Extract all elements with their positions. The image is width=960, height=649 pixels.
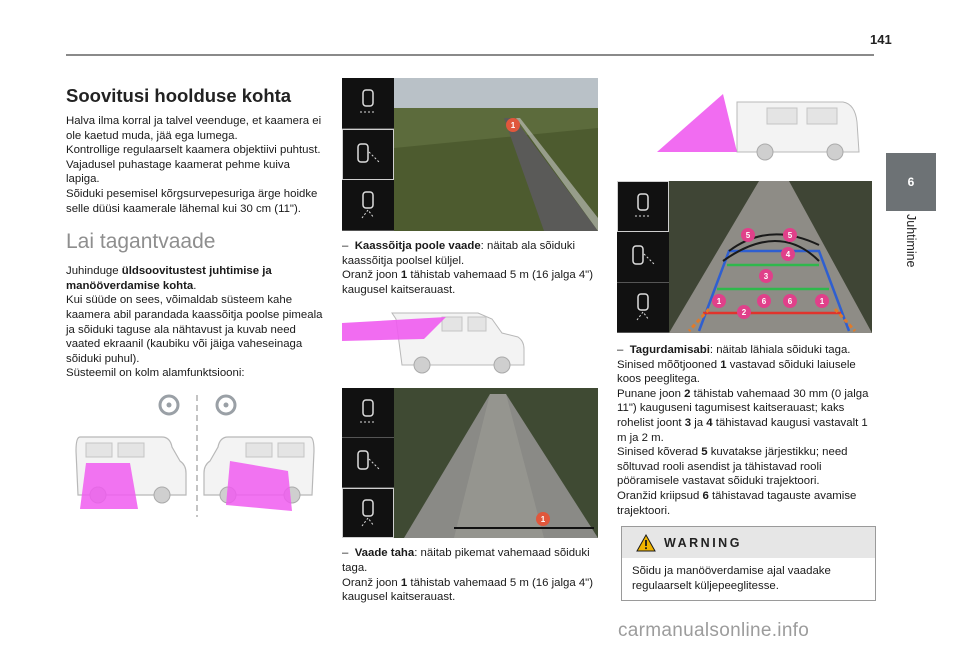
distance-marker-4: 4 — [781, 247, 795, 261]
maintenance-paragraph: Sõiduki pesemisel kõrgsurvepesuriga ärge hoidke selle düüsi kaamerale lähemal kui 30 cm (11"). — [66, 187, 318, 215]
passenger-view-caption: – Kaassõitja poole vaade: näitab ala sõiduki kaassõitja poolsel küljel. — [342, 240, 576, 267]
steering-wheel-icon — [217, 396, 235, 414]
door-marker-6: 6 — [757, 294, 771, 308]
van-side-coverage-illustration — [342, 309, 598, 375]
warning-title: WARNING — [664, 535, 742, 550]
rear-view-paragraph: Kui süüde on sees, võimaldab süsteem kahe kaamera abil parandada kaassõitja poolse pimeala ja sõiduki taguse ala nähtavust ja kuvab need vaated ekraanil (kaubiku või jäiga vaheseinaga sõiduki puhul). — [66, 294, 323, 365]
side-view-mode-icon — [342, 129, 394, 181]
trajectory-marker-5: 5 — [783, 228, 797, 242]
distance-marker-3: 3 — [759, 269, 773, 283]
bumper-marker-2: 2 — [737, 305, 751, 319]
reversing-camera-image — [617, 181, 872, 333]
rear-view-mode-icon — [617, 283, 669, 333]
reversing-view-paragraph: Punane joon 2 tähistab vahemaad 30 mm (0 jalga 11") kauguseni tagumisest kaitserauast; kaks rohelist joont 3 ja 4 tähistavad kaugusi vastavalt 1 m ja 2 m. — [617, 387, 869, 444]
rear-view-note: Oranž joon 1 tähistab vahemaad 5 m (16 jalga 4") kaugusel kaitserauast. — [342, 576, 593, 604]
rear-view-paragraph: Süsteemil on kolm alamfunktsiooni: — [66, 367, 245, 380]
width-marker-1: 1 — [815, 294, 829, 308]
rear-view-title: Lai tagantvaade — [66, 230, 216, 254]
footer-watermark: carmanualsonline.info — [618, 620, 810, 641]
top-view-mode-icon — [342, 388, 394, 438]
side-view-mode-icon — [342, 438, 394, 488]
distance-marker-1: 1 — [536, 512, 550, 526]
van-rear-coverage-illustration — [617, 92, 874, 162]
reversing-view-caption: – Tagurdamisabi: näitab lähiala sõiduki taga. — [617, 344, 851, 356]
warning-triangle-icon — [636, 534, 656, 552]
chapter-tab[interactable]: 6 — [886, 153, 936, 211]
passenger-side-camera-image — [342, 78, 598, 231]
van-left-illustration — [76, 437, 186, 509]
top-view-mode-icon — [342, 78, 394, 129]
chapter-title: Juhtimine — [904, 214, 918, 268]
reversing-view-paragraph: Sinised kõverad 5 kuvatakse järjestikku; need sõltuvad rooli asendist ja tähistavad rooli pööramisele vastavat sõiduki trajektoori. — [617, 446, 848, 488]
reversing-view-paragraph: Oranžid kriipsud 6 tähistavad tagauste avamise trajektoori. — [617, 489, 857, 517]
distance-marker-1: 1 — [506, 118, 520, 132]
maintenance-paragraph: Kontrollige regulaarselt kaamera objektiivi puhtust. — [66, 144, 321, 157]
warning-box — [621, 526, 876, 601]
camera-coverage-illustration — [66, 391, 324, 517]
column-left — [66, 86, 324, 522]
maintenance-paragraph: Vajadusel puhastage kaamerat pehme kuiva lapiga. — [66, 158, 290, 186]
maintenance-title: Soovitusi hoolduse kohta — [66, 85, 292, 106]
rear-view-mode-icon — [342, 180, 394, 231]
passenger-view-note: Oranž joon 1 tähistab vahemaad 5 m (16 jalga 4") kaugusel kaitserauast. — [342, 269, 593, 296]
rear-camera-image — [342, 388, 598, 538]
reversing-view-paragraph: Sinised mõõtjooned 1 vastavad sõiduki laiusele koos peeglitega. — [617, 358, 856, 386]
van-right-illustration — [204, 437, 314, 511]
width-marker-1: 1 — [712, 294, 726, 308]
rear-view-caption: – Vaade taha: näitab pikemat vahemaad sõiduki taga. — [342, 547, 590, 574]
column-right — [617, 92, 874, 518]
trajectory-marker-5: 5 — [741, 228, 755, 242]
rear-view-mode-icon — [342, 488, 394, 539]
top-view-mode-icon — [617, 181, 669, 232]
rear-view-intro: Juhinduge üldsoovitustest juhtimise ja manööverdamise kohta. — [66, 265, 272, 292]
column-middle — [342, 78, 598, 605]
top-rule — [66, 54, 874, 56]
steering-wheel-icon — [160, 396, 178, 414]
page-number: 141 — [870, 32, 892, 47]
warning-text: Sõidu ja manööverdamise ajal vaadake regulaarselt küljepeeglitesse. — [632, 565, 831, 592]
side-view-mode-icon — [617, 232, 669, 282]
door-marker-6: 6 — [783, 294, 797, 308]
maintenance-paragraph: Halva ilma korral ja talvel veenduge, et kaamera ei ole kaetud muda, jää ega lumega. — [66, 115, 322, 142]
